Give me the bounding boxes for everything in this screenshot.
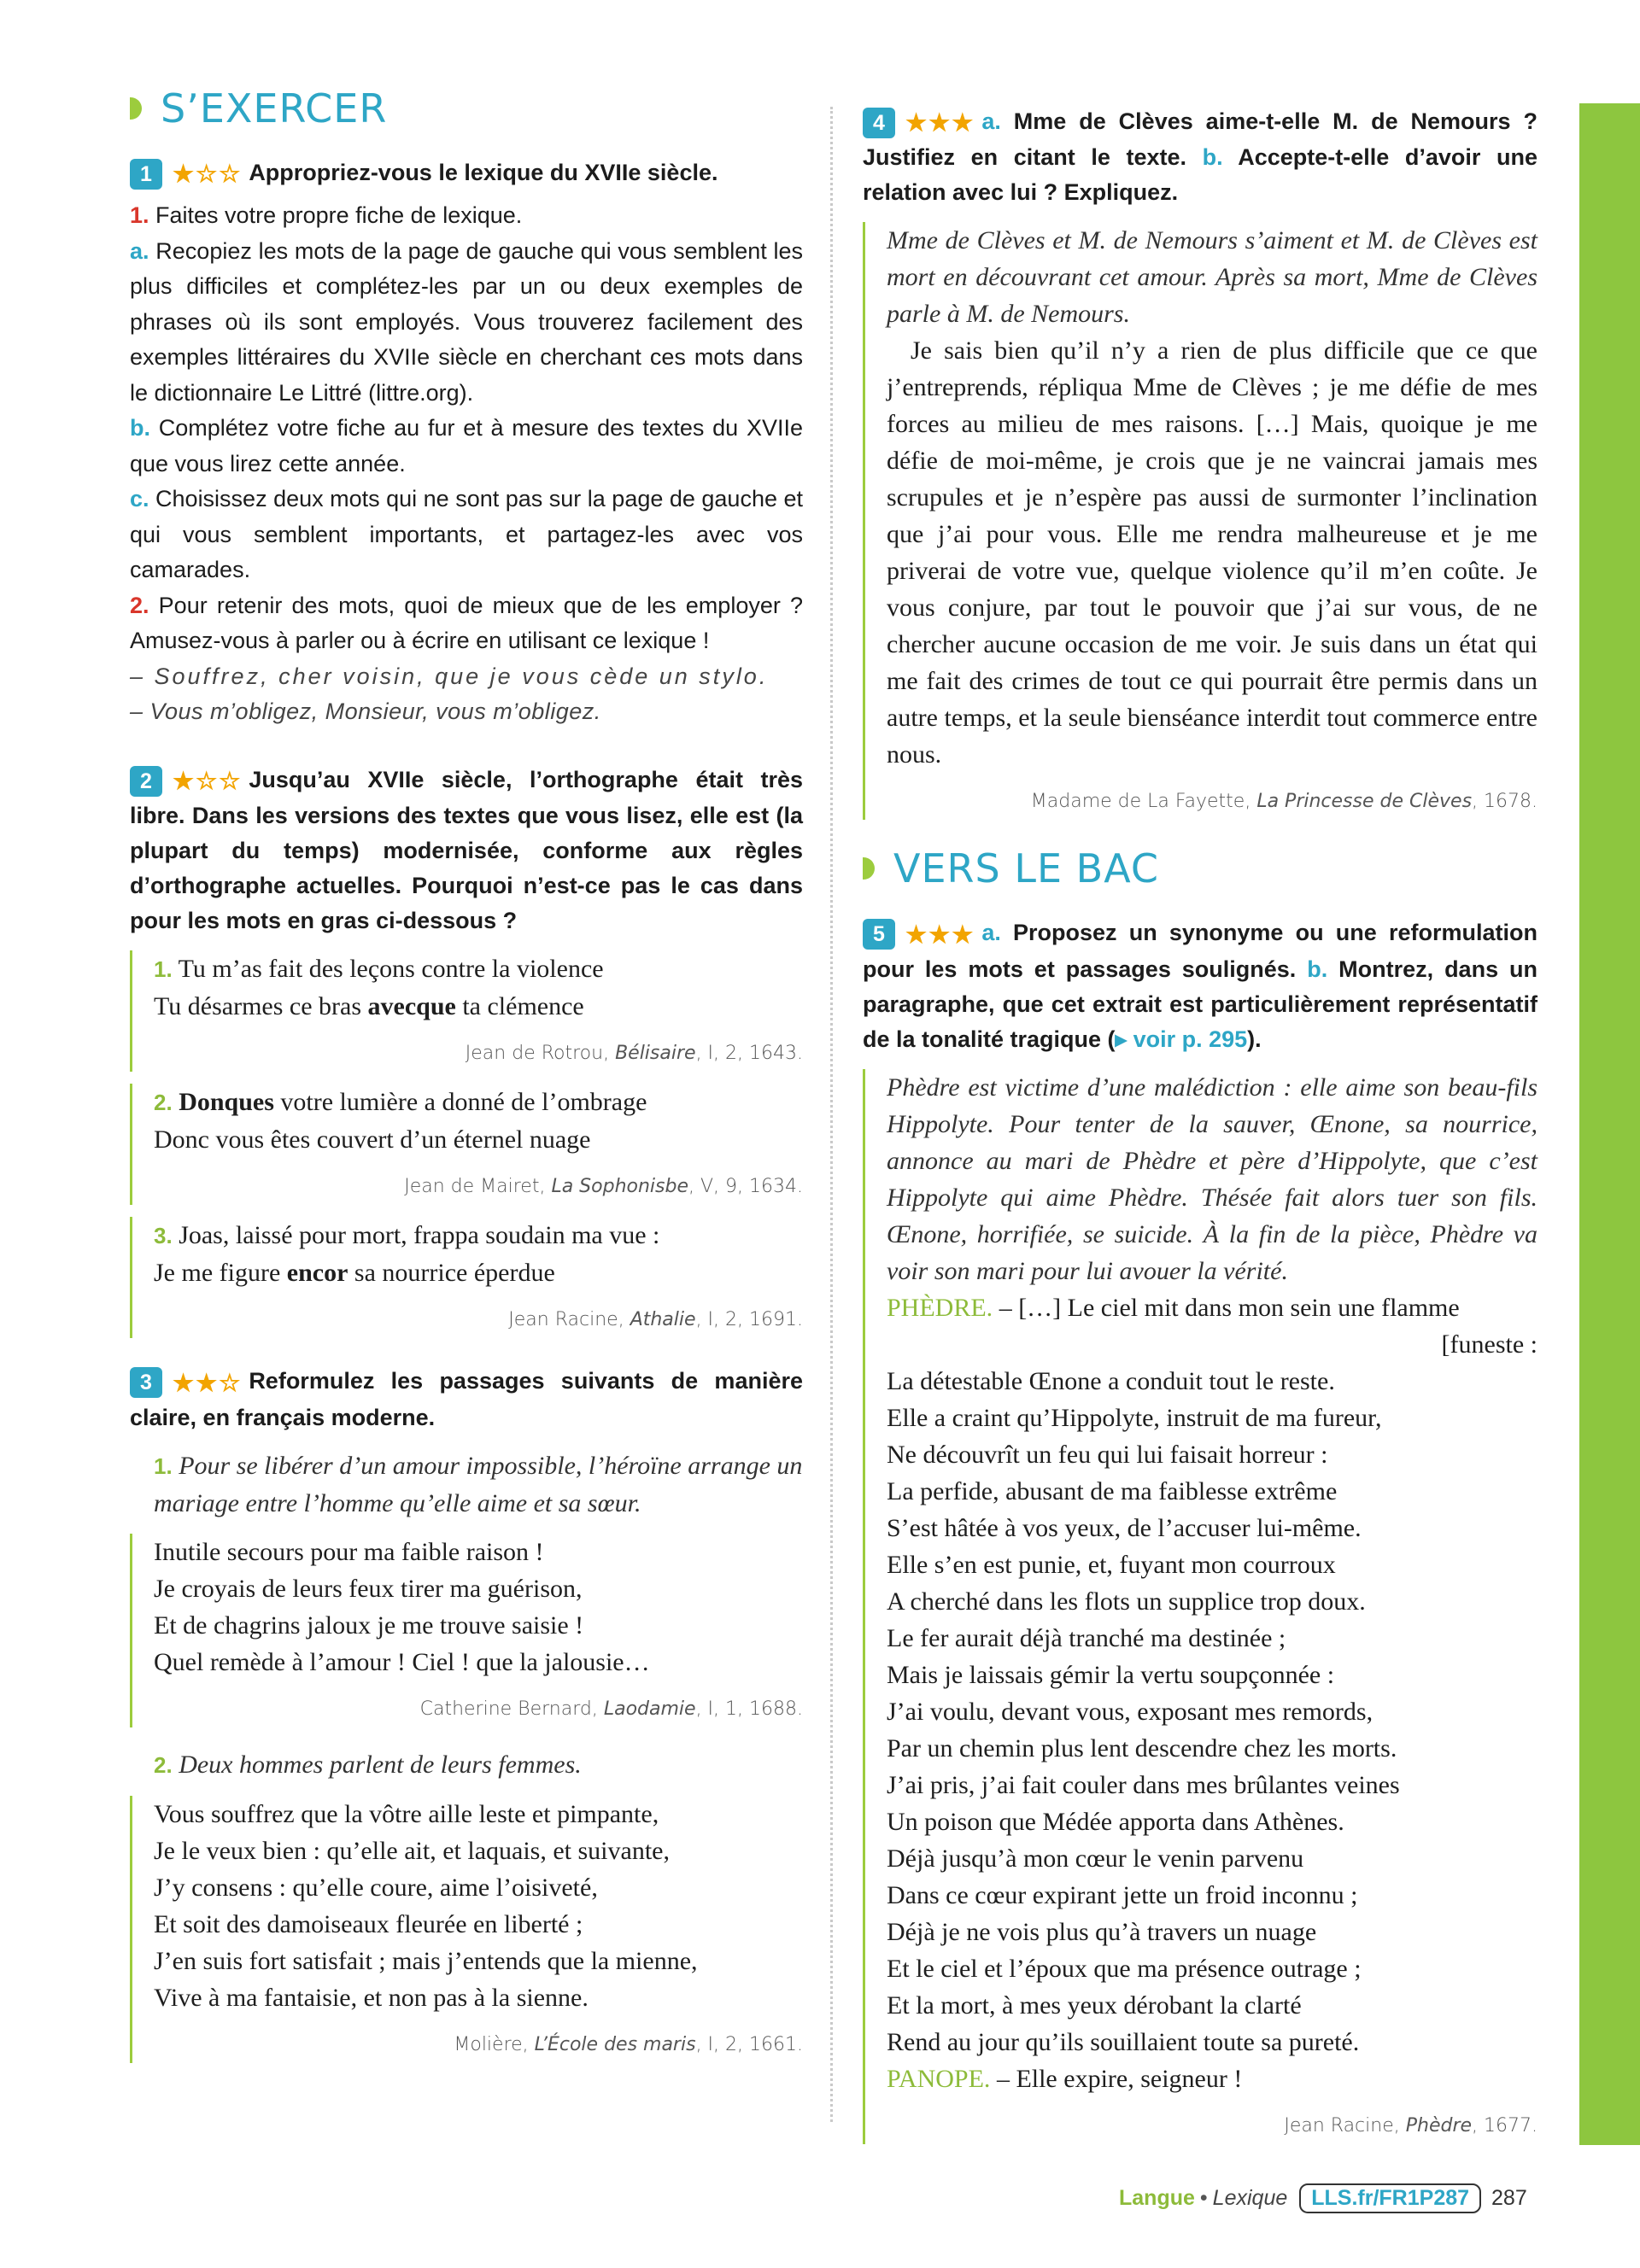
footer-separator: • [1199, 2186, 1208, 2210]
verse-line: Et la mort, à mes yeux dérobant la clarté [887, 1990, 1302, 2020]
item-text: Accepte-t-elle d’avoir une relation avec lui ? Expliquez. [863, 144, 1538, 206]
page-number: 287 [1491, 2186, 1527, 2210]
bold-word: Donques [179, 1088, 274, 1117]
source-ref: , 1677. [1472, 2114, 1538, 2136]
online-resource-link[interactable]: LLS.fr/FR1P287 [1299, 2183, 1481, 2213]
difficulty-stars-icon: ★★★ [905, 109, 975, 137]
verse-text: sa nourrice éperdue [348, 1259, 555, 1288]
verse-line: Mais je laissais gémir la vertu soupçonnée : [887, 1660, 1335, 1689]
quote-number: 1. [154, 956, 173, 983]
verse-line: J’y consens : qu’elle coure, aime l’oisiveté, [154, 1873, 598, 1902]
verse-continuation: [funeste : [1441, 1330, 1538, 1359]
verse-text: – Elle expire, seigneur ! [990, 2064, 1243, 2093]
verse-line: Par un chemin plus lent descendre chez les morts. [887, 1733, 1397, 1762]
bold-word: avecque [367, 992, 456, 1021]
exercise-title [130, 155, 803, 191]
section-title-text: VERS LE BAC [893, 845, 1159, 892]
exercise-title [863, 915, 1538, 1056]
source-author: Jean de Rotrou, [465, 1043, 616, 1065]
page-reference-link[interactable]: ▸ voir p. 295 [1115, 1026, 1248, 1052]
exercise-number-badge: 4 [863, 108, 895, 138]
exercise-2 [130, 763, 803, 1338]
half-disc-icon [130, 97, 142, 120]
difficulty-stars-icon: ★☆☆ [173, 768, 243, 795]
right-column [863, 104, 1538, 2170]
passage-intro [154, 1447, 803, 1522]
bold-word: encor [286, 1259, 348, 1288]
footer-subcategory: Lexique [1212, 2186, 1288, 2210]
verse-text: votre lumière a donné de l’ombrage [273, 1088, 647, 1117]
verse-line: Ne découvrît un feu qui lui faisait horreur : [887, 1440, 1328, 1469]
source-work: Phèdre [1405, 2114, 1473, 2136]
half-disc-icon [863, 857, 875, 880]
item-text: Proposez un synonyme ou une reformulation pour les mots et passages soulignés. [863, 920, 1538, 982]
verse-line: Un poison que Médée apporta dans Athènes. [887, 1807, 1344, 1836]
source-ref: , I, 2, 1643. [695, 1043, 803, 1065]
verse-line: Elle a craint qu’Hippolyte, instruit de ma fureur, [887, 1403, 1382, 1432]
source-ref: , I, 2, 1661. [695, 2033, 803, 2055]
difficulty-stars-icon: ★★☆ [173, 1369, 243, 1396]
exercise-title-text: Jusqu’au XVIIe siècle, l’orthographe était très libre. Dans les versions des textes que vous lisez, elle est (la plupart du temps) modernisée, conforme aux règles d’orthographe actuelles. Pourquoi n’est-ce pas le cas dans pour les mots en gras ci-dessous ? [130, 766, 803, 934]
exercise-title-text: Appropriez-vous le lexique du XVIIe siècle. [249, 160, 718, 185]
item-text: Choisissez deux mots qui ne sont pas sur la page de gauche et qui vous semblent importants, et partagez-les avec vos camarades. [130, 486, 803, 583]
item-text: Recopiez les mots de la page de gauche qui vous semblent les plus difficiles et complétez-les par un ou deux exemples de phrases où ils sont employés. Vous trouverez facilement des exemples littéraires du XVIIe siècle en cherchant ces mots dans le dictionnaire Le Littré (littre.org). [130, 237, 803, 406]
quote-source [154, 1691, 803, 1727]
source-ref: , I, 1, 1688. [695, 1698, 803, 1720]
verse-line: Elle s’en est punie, et, fuyant mon courroux [887, 1550, 1336, 1579]
verse-line: S’est hâtée à vos yeux, de l’accuser lui-même. [887, 1513, 1362, 1542]
source-work: Bélisaire [615, 1043, 696, 1065]
verse-line: La détestable Œnone a conduit tout le reste. [887, 1366, 1335, 1395]
exercise-title [863, 104, 1538, 210]
verse-line: Quel remède à l’amour ! Ciel ! que la jalousie… [154, 1647, 650, 1676]
quote-source [887, 783, 1538, 820]
source-author: Madame de La Fayette, [1030, 791, 1257, 813]
exercise-3 [130, 1364, 803, 2062]
verse-line: Je croyais de leurs feux tirer ma guérison, [154, 1574, 583, 1603]
source-author: Catherine Bernard, [419, 1698, 604, 1720]
exercise-body [130, 198, 803, 730]
difficulty-stars-icon: ★★★ [905, 921, 975, 948]
verse-line: Je le veux bien : qu’elle ait, et laquais, et suivante, [154, 1836, 670, 1865]
verse-line: Dans ce cœur expirant jette un froid inconnu ; [887, 1880, 1358, 1909]
source-work: L’École des maris [534, 2033, 696, 2055]
passage-2-verses [130, 1796, 803, 2063]
prose-excerpt [863, 222, 1538, 820]
exercise-4 [863, 104, 1538, 820]
item-text: Complétez votre fiche au fur et à mesure des textes du XVIIe que vous lirez cette année. [130, 415, 803, 476]
exercise-number-badge: 2 [130, 766, 162, 797]
source-author: Jean Racine, [508, 1309, 630, 1331]
excerpt-intro: Mme de Clèves et M. de Nemours s’aiment et M. de Clèves est mort en découvrant cet amour. Après sa mort, Mme de Clèves parle à M. de Nemours. [887, 226, 1538, 329]
verse-line: J’ai voulu, devant vous, exposant mes remords, [887, 1697, 1374, 1726]
passage-number: 1. [154, 1453, 173, 1479]
verse-text: ta clémence [455, 992, 584, 1021]
verse-line: Rend au jour qu’ils souillaient toute sa pureté. [887, 2027, 1360, 2056]
exercise-title-text: Reformulez les passages suivants de manière claire, en français moderne. [130, 1368, 803, 1430]
exercise-5 [863, 915, 1538, 2143]
item-label: a. [130, 237, 149, 264]
item-label: b. [130, 415, 150, 441]
quote-source [154, 1035, 803, 1072]
item-label: b. [1307, 956, 1328, 982]
source-ref: , 1678. [1472, 791, 1538, 813]
source-ref: , V, 9, 1634. [688, 1176, 803, 1198]
verse-line: La perfide, abusant de ma faiblesse extrême [887, 1476, 1338, 1505]
item-label: 1. [130, 202, 149, 229]
verse-line: Déjà jusqu’à mon cœur le venin parvenu [887, 1844, 1304, 1873]
quote-number: 2. [154, 1090, 173, 1116]
section-title-bac [863, 845, 1538, 891]
verse-line: Le fer aurait déjà tranché ma destinée ; [887, 1623, 1286, 1652]
verse-line: Vive à ma fantaisie, et non pas à la sienne. [154, 1983, 589, 2012]
dialogue-line: – Souffrez, cher voisin, que je vous cède un stylo. [130, 663, 769, 689]
section-title-exercer [130, 85, 803, 132]
play-excerpt [863, 1069, 1538, 2144]
verse-line: Et de chagrins jaloux je me trouve saisie ! [154, 1610, 584, 1640]
source-work: Laodamie [603, 1698, 696, 1720]
item-label: b. [1202, 144, 1223, 171]
intro-text: Pour se libérer d’un amour impossible, l’héroïne arrange un mariage entre l’homme qu’elle aime et sa sœur. [154, 1451, 803, 1517]
exercise-title [130, 1364, 803, 1435]
passage-intro [154, 1746, 803, 1784]
quote-source [887, 2107, 1538, 2144]
item-text: ). [1247, 1026, 1262, 1052]
item-text: Pour retenir des mots, quoi de mieux que de les employer ? Amusez-vous à parler ou à écrire en utilisant ce lexique ! [130, 592, 803, 654]
quote-source [154, 1301, 803, 1338]
difficulty-stars-icon: ★☆☆ [173, 161, 243, 188]
side-color-bar [1579, 103, 1640, 2145]
verse-line: A cherché dans les flots un supplice trop doux. [887, 1587, 1366, 1616]
dialogue-line: – Vous m’obligez, Monsieur, vous m’obligez. [130, 699, 601, 725]
item-label: 2. [130, 592, 149, 618]
verse-line: Et le ciel et l’époux que ma présence outrage ; [887, 1954, 1362, 1983]
source-author: Jean de Mairet, [404, 1176, 552, 1198]
item-text: Mme de Clèves aime-t-elle M. de Nemours ? Justifiez en citant le texte. [863, 108, 1538, 171]
footer-category: Langue [1119, 2186, 1195, 2210]
exercise-number-badge: 5 [863, 919, 895, 950]
verse-text: Tu désarmes ce bras [154, 992, 368, 1021]
verse-text: Je me figure [154, 1259, 287, 1288]
speaker-name: PHÈDRE. [887, 1293, 993, 1322]
exercise-title [130, 763, 803, 938]
excerpt-text: Je sais bien qu’il n’y a rien de plus difficile que ce que j’entreprends, répliqua Mme de Clèves ; je me défie de mes forces au milieu de mes raisons. […] Mais, quoique je me défie de moi-même, je crois que je ne vaincrai jamais mes scrupules et je n’espère pas aussi de surmonter l’inclination que j’ai pour vous. Elle me rendra malheureuse et je me priverai de votre vue, quelque violence qu’il m’en coûte. Je vous conjure, par tout le pouvoir que j’ai sur vous, de ne chercher aucune occasion de me voir. Je suis dans un état qui me fait des crimes de tout ce qui pourrait être permis dans un autre temps, et la seule bienséance interdit tout commerce entre nous. [887, 336, 1538, 769]
column-separator [830, 107, 833, 2122]
quote-1 [130, 950, 803, 1072]
item-label: a. [981, 108, 1001, 134]
exercise-number-badge: 3 [130, 1367, 162, 1398]
source-ref: , I, 2, 1691. [695, 1309, 803, 1331]
passage-1-verses [130, 1534, 803, 1727]
verse-line: Vous souffrez que la vôtre aille leste et pimpante, [154, 1799, 659, 1828]
quote-number: 3. [154, 1223, 173, 1249]
section-title-text: S’EXERCER [161, 85, 388, 132]
intro-text: Deux hommes parlent de leurs femmes. [179, 1750, 582, 1779]
left-column [130, 85, 803, 2089]
verse-line: Et soit des damoiseaux fleurée en liberté ; [154, 1909, 583, 1938]
quote-source [154, 1168, 803, 1205]
verse-line: Déjà je ne vois plus qu’à travers un nuage [887, 1917, 1317, 1946]
verse-line: J’ai pris, j’ai fait couler dans mes brûlantes veines [887, 1770, 1400, 1799]
excerpt-intro: Phèdre est victime d’une malédiction : elle aime son beau-fils Hippolyte. Pour tenter de la sauver, Œnone, sa nourrice, annonce au mari de Phèdre et père d’Hippolyte, que c’est Hippolyte qui aime Phèdre. Thésée fait alors tuer son fils. Œnone, horrifiée, se suicide. À la fin de la pièce, Phèdre va voir son mari pour lui avouer la vérité. [887, 1073, 1538, 1285]
item-label: c. [130, 486, 149, 512]
source-work: La Princesse de Clèves [1256, 791, 1473, 813]
verse-line: J’en suis fort satisfait ; mais j’entends que la mienne, [154, 1946, 698, 1975]
item-text: Faites votre propre fiche de lexique. [149, 202, 523, 229]
verse-line: Tu m’as fait des leçons contre la violence [178, 955, 604, 984]
passage-number: 2. [154, 1751, 173, 1778]
source-author: Molière, [454, 2033, 535, 2055]
quote-2 [130, 1084, 803, 1205]
quote-3 [130, 1217, 803, 1338]
item-text: Montrez, dans un paragraphe, que cet extrait est particulièrement représentatif de la tonalité tragique ( [863, 956, 1538, 1052]
item-label: a. [981, 920, 1001, 946]
verse-line: Joas, laissé pour mort, frappa soudain ma vue : [179, 1221, 660, 1250]
exercise-1 [130, 155, 803, 730]
quote-source [154, 2026, 803, 2063]
verse-text: – […] Le ciel mit dans mon sein une flamme [993, 1293, 1460, 1322]
source-work: La Sophonisbe [551, 1176, 688, 1198]
verse-line: Inutile secours pour ma faible raison ! [154, 1537, 544, 1566]
page-footer [1119, 2183, 1527, 2213]
verse-line: Donc vous êtes couvert d’un éternel nuage [154, 1125, 591, 1154]
source-author: Jean Racine, [1284, 2114, 1406, 2136]
speaker-name: PANOPE. [887, 2064, 991, 2093]
exercise-number-badge: 1 [130, 159, 162, 190]
source-work: Athalie [630, 1309, 696, 1331]
